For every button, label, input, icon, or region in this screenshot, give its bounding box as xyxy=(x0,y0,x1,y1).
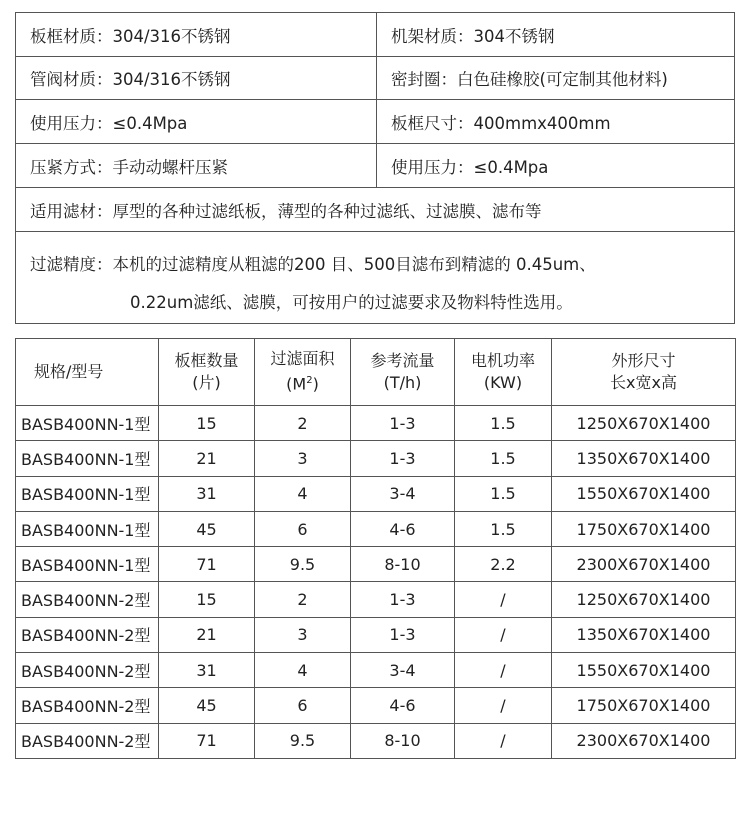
cell-model: BASB400NN-2型 xyxy=(16,723,159,758)
cell-model: BASB400NN-2型 xyxy=(16,582,159,617)
cell-flow: 1-3 xyxy=(351,441,455,476)
cell-flow: 8-10 xyxy=(351,547,455,582)
table-row xyxy=(16,723,736,758)
header-power xyxy=(455,339,552,406)
spec-row xyxy=(16,13,734,57)
spec-row xyxy=(16,144,734,188)
cell-flow: 1-3 xyxy=(351,617,455,652)
spec-precision-line1: 过滤精度：本机的过滤精度从粗滤的200 目、500目滤布到精滤的 0.45um、 xyxy=(30,255,596,274)
header-plates-unit: (片) xyxy=(192,373,221,392)
spec-row xyxy=(16,100,734,144)
spec-frame-size: 板框尺寸：400mmx400mm xyxy=(391,113,611,133)
cell-area: 4 xyxy=(255,653,351,688)
table-row xyxy=(16,688,736,723)
table-row xyxy=(16,653,736,688)
cell-area: 4 xyxy=(255,476,351,511)
cell-model: BASB400NN-1型 xyxy=(16,476,159,511)
table-row xyxy=(16,582,736,617)
header-power-unit: (KW) xyxy=(483,373,523,392)
cell-power: / xyxy=(455,723,552,758)
table-row xyxy=(16,476,736,511)
spec-seal: 密封圈：白色硅橡胶(可定制其他材料) xyxy=(391,70,668,89)
header-flow xyxy=(351,339,455,406)
spec-precision-line2: 0.22um滤纸、滤膜，可按用户的过滤要求及物料特性选用。 xyxy=(130,293,573,312)
cell-plates: 15 xyxy=(159,406,255,441)
cell-model: BASB400NN-2型 xyxy=(16,653,159,688)
cell-model: BASB400NN-2型 xyxy=(16,688,159,723)
spec-row xyxy=(16,232,734,325)
cell-size: 1250X670X1400 xyxy=(552,582,736,617)
cell-size: 1550X670X1400 xyxy=(552,653,736,688)
table-row xyxy=(16,441,736,476)
table-row xyxy=(16,406,736,441)
header-area-unit: $(M^2)$ xyxy=(286,374,319,394)
cell-plates: 21 xyxy=(159,617,255,652)
cell-flow: 1-3 xyxy=(351,582,455,617)
spec-frame-material: 板框材质：304/316不锈钢 xyxy=(16,13,377,56)
cell-size: 1250X670X1400 xyxy=(552,406,736,441)
cell-area: 9.5 xyxy=(255,547,351,582)
cell-area: 3 xyxy=(255,617,351,652)
cell-plates: 45 xyxy=(159,688,255,723)
cell-size: 1350X670X1400 xyxy=(552,441,736,476)
spec-filter-material: 适用滤材：厚型的各种过滤纸板，薄型的各种过滤纸、过滤膜、滤布等 xyxy=(30,201,542,221)
cell-area: 6 xyxy=(255,511,351,546)
table-header-row xyxy=(16,339,736,406)
cell-plates: 45 xyxy=(159,511,255,546)
spec-rack-material: 机架材质：304不锈钢 xyxy=(391,26,555,46)
spec-precision xyxy=(16,232,734,322)
spec-clamping: 压紧方式：手动动螺杆压紧 xyxy=(16,144,377,187)
header-plates xyxy=(159,339,255,406)
table-body xyxy=(16,406,736,759)
cell-power: 1.5 xyxy=(455,406,552,441)
header-area-label: 过滤面积 xyxy=(270,349,335,369)
cell-size: 1550X670X1400 xyxy=(552,476,736,511)
spec-row xyxy=(16,188,734,232)
cell-plates: 15 xyxy=(159,582,255,617)
cell-size: 1750X670X1400 xyxy=(552,511,736,546)
cell-plates: 21 xyxy=(159,441,255,476)
cell-flow: 8-10 xyxy=(351,723,455,758)
table-row xyxy=(16,617,736,652)
spec-pressure: 使用压力：≤0.4Mpa xyxy=(16,100,377,143)
table-row xyxy=(16,511,736,546)
cell-flow: 4-6 xyxy=(351,688,455,723)
header-plates-label: 板框数量 xyxy=(174,351,239,370)
spec-valve-material: 管阀材质：304/316不锈钢 xyxy=(16,57,377,99)
spec-table xyxy=(15,12,735,324)
cell-power: / xyxy=(455,582,552,617)
cell-flow: 3-4 xyxy=(351,653,455,688)
cell-size: 2300X670X1400 xyxy=(552,723,736,758)
cell-power: 1.5 xyxy=(455,441,552,476)
header-size-label: 外形尺寸 xyxy=(611,351,676,370)
cell-model: BASB400NN-2型 xyxy=(16,617,159,652)
cell-power: 2.2 xyxy=(455,547,552,582)
cell-power: 1.5 xyxy=(455,511,552,546)
cell-model: BASB400NN-1型 xyxy=(16,406,159,441)
cell-plates: 31 xyxy=(159,476,255,511)
cell-area: 2 xyxy=(255,582,351,617)
cell-area: 3 xyxy=(255,441,351,476)
header-flow-unit: (T/h) xyxy=(383,373,422,392)
cell-size: 1750X670X1400 xyxy=(552,688,736,723)
cell-flow: 1-3 xyxy=(351,406,455,441)
cell-power: / xyxy=(455,653,552,688)
cell-area: 9.5 xyxy=(255,723,351,758)
spec-row xyxy=(16,57,734,100)
cell-size: 1350X670X1400 xyxy=(552,617,736,652)
cell-area: 6 xyxy=(255,688,351,723)
cell-power: / xyxy=(455,688,552,723)
model-table xyxy=(15,338,736,759)
header-model: 规格/型号 xyxy=(16,339,159,406)
cell-model: BASB400NN-1型 xyxy=(16,511,159,546)
cell-model: BASB400NN-1型 xyxy=(16,547,159,582)
header-size-unit: 长x宽x高 xyxy=(610,373,677,392)
header-power-label: 电机功率 xyxy=(470,351,535,370)
table-row xyxy=(16,547,736,582)
spec-pressure-2: 使用压力：≤0.4Mpa xyxy=(391,157,549,177)
cell-size: 2300X670X1400 xyxy=(552,547,736,582)
header-area xyxy=(255,339,351,406)
header-size xyxy=(552,339,736,406)
cell-area: 2 xyxy=(255,406,351,441)
cell-model: BASB400NN-1型 xyxy=(16,441,159,476)
cell-plates: 31 xyxy=(159,653,255,688)
cell-power: 1.5 xyxy=(455,476,552,511)
cell-flow: 3-4 xyxy=(351,476,455,511)
cell-plates: 71 xyxy=(159,723,255,758)
cell-plates: 71 xyxy=(159,547,255,582)
header-flow-label: 参考流量 xyxy=(370,351,435,370)
cell-power: / xyxy=(455,617,552,652)
cell-flow: 4-6 xyxy=(351,511,455,546)
